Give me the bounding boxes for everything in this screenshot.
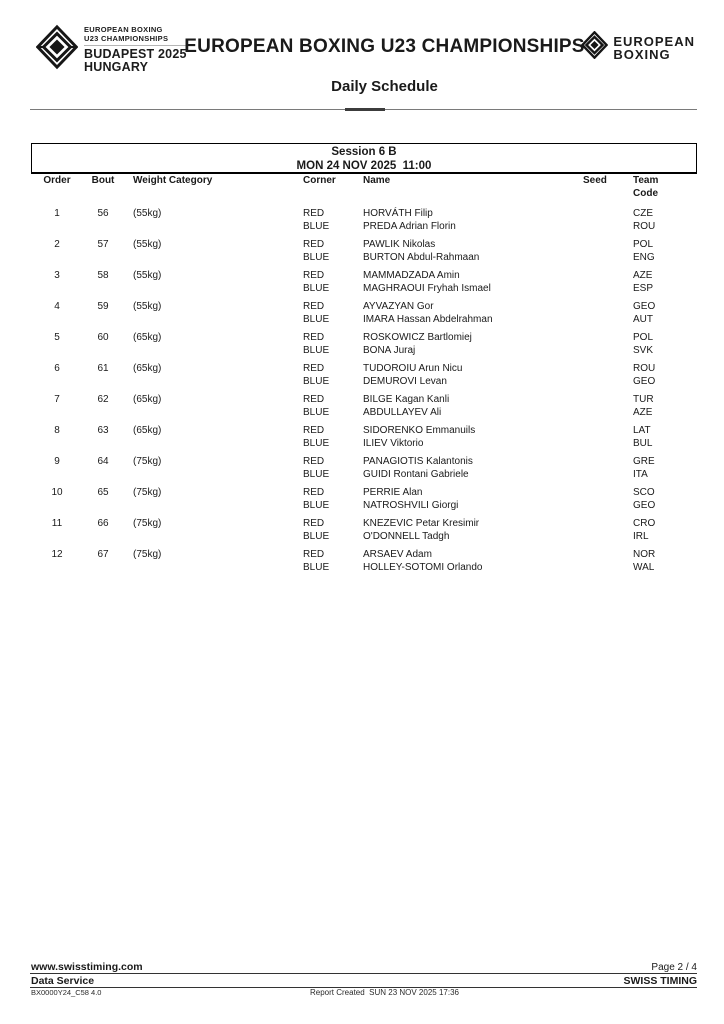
- bout-order: 12: [51, 549, 63, 560]
- corner-red-label: RED: [303, 208, 325, 219]
- bout-number: 56: [97, 208, 109, 219]
- federation-logo-line1: EUROPEAN: [613, 33, 695, 49]
- column-header-seed: Seed: [583, 175, 607, 186]
- bout-number: 58: [97, 270, 109, 281]
- corner-red-label: RED: [303, 363, 325, 374]
- schedule-table: [31, 174, 697, 574]
- column-header-team-line2: Code: [633, 188, 658, 199]
- corner-red-label: RED: [303, 518, 325, 529]
- table-row-blue: [31, 530, 697, 543]
- red-boxer-team-code: GRE: [633, 456, 655, 467]
- red-boxer-team-code: CZE: [633, 208, 653, 219]
- corner-red-label: RED: [303, 425, 325, 436]
- blue-boxer-seed: [583, 468, 633, 481]
- column-header-team: [633, 174, 697, 202]
- bout-order: 6: [54, 363, 60, 374]
- event-logo: [36, 24, 187, 75]
- column-header-order: Order: [43, 175, 71, 186]
- blue-boxer-team-code: BUL: [633, 438, 653, 449]
- blue-boxer-seed: [583, 406, 633, 419]
- table-row-blue: [31, 344, 697, 357]
- bout-order: 8: [54, 425, 60, 436]
- table-row-blue: [31, 437, 697, 450]
- table-row-red: [31, 326, 697, 344]
- table-row-blue: [31, 220, 697, 233]
- corner-blue-label: BLUE: [303, 562, 330, 573]
- corner-blue-label: BLUE: [303, 345, 330, 356]
- blue-boxer-name: O'DONNELL Tadgh: [363, 531, 450, 542]
- european-boxing-gem-icon: [581, 31, 608, 64]
- event-logo-line2: U23 CHAMPIONSHIPS: [84, 35, 187, 47]
- table-row-red: [31, 233, 697, 251]
- blue-boxer-name: IMARA Hassan Abdelrahman: [363, 314, 493, 325]
- blue-boxer-seed: [583, 530, 633, 543]
- blue-boxer-team-code: ROU: [633, 221, 656, 232]
- red-boxer-team-code: NOR: [633, 549, 656, 560]
- blue-boxer-seed: [583, 282, 633, 295]
- blue-boxer-name: MAGHRAOUI Fryhah Ismael: [363, 283, 491, 294]
- federation-logo: [581, 31, 695, 64]
- column-header-weight: Weight Category: [133, 175, 213, 186]
- page-subtitle: Daily Schedule: [331, 78, 438, 95]
- blue-boxer-seed: [583, 561, 633, 574]
- corner-blue-label: BLUE: [303, 283, 330, 294]
- corner-blue-label: BLUE: [303, 221, 330, 232]
- bout-order: 4: [54, 301, 60, 312]
- blue-boxer-name: GUIDI Rontani Gabriele: [363, 469, 469, 480]
- blue-boxer-team-code: WAL: [633, 562, 655, 573]
- red-boxer-seed: [583, 481, 633, 499]
- blue-boxer-seed: [583, 437, 633, 450]
- bout-weight-category: (75kg): [133, 549, 162, 560]
- red-boxer-name: PERRIE Alan: [363, 487, 423, 498]
- blue-boxer-name: DEMUROVI Levan: [363, 376, 447, 387]
- corner-blue-label: BLUE: [303, 438, 330, 449]
- bout-weight-category: (75kg): [133, 518, 162, 529]
- blue-boxer-name: BONA Juraj: [363, 345, 416, 356]
- red-boxer-seed: [583, 202, 633, 220]
- red-boxer-name: HORVÁTH Filip: [363, 208, 433, 219]
- bout-weight-category: (55kg): [133, 239, 162, 250]
- red-boxer-name: PANAGIOTIS Kalantonis: [363, 456, 473, 467]
- blue-boxer-name: NATROSHVILI Giorgi: [363, 500, 459, 511]
- table-row-red: [31, 419, 697, 437]
- blue-boxer-seed: [583, 220, 633, 233]
- table-row-blue: [31, 561, 697, 574]
- bout-weight-category: (65kg): [133, 332, 162, 343]
- bout-weight-category: (65kg): [133, 363, 162, 374]
- bout-number: 67: [97, 549, 109, 560]
- blue-boxer-seed: [583, 344, 633, 357]
- bout-weight-category: (55kg): [133, 270, 162, 281]
- page-title: EUROPEAN BOXING U23 CHAMPIONSHIPS: [184, 36, 585, 57]
- column-header-corner: Corner: [303, 175, 336, 186]
- blue-boxer-seed: [583, 313, 633, 326]
- table-row-blue: [31, 468, 697, 481]
- red-boxer-name: ARSAEV Adam: [363, 549, 432, 560]
- footer-website: www.swisstiming.com: [31, 961, 143, 973]
- blue-boxer-team-code: GEO: [633, 376, 656, 387]
- table-row-red: [31, 388, 697, 406]
- corner-blue-label: BLUE: [303, 407, 330, 418]
- red-boxer-seed: [583, 388, 633, 406]
- red-boxer-team-code: ROU: [633, 363, 656, 374]
- red-boxer-team-code: TUR: [633, 394, 654, 405]
- blue-boxer-name: ILIEV Viktorio: [363, 438, 424, 449]
- corner-red-label: RED: [303, 239, 325, 250]
- table-row-blue: [31, 282, 697, 295]
- table-row-red: [31, 481, 697, 499]
- blue-boxer-name: HOLLEY-SOTOMI Orlando: [363, 562, 483, 573]
- corner-red-label: RED: [303, 487, 325, 498]
- bout-number: 66: [97, 518, 109, 529]
- table-row-blue: [31, 313, 697, 326]
- bout-number: 61: [97, 363, 109, 374]
- table-row-blue: [31, 251, 697, 264]
- blue-boxer-seed: [583, 251, 633, 264]
- blue-boxer-team-code: AUT: [633, 314, 653, 325]
- bout-weight-category: (75kg): [133, 456, 162, 467]
- footer-report-code: BX0000Y24_C58 4.0: [31, 988, 102, 997]
- column-header-bout: Bout: [91, 175, 115, 186]
- blue-boxer-seed: [583, 375, 633, 388]
- table-row-red: [31, 357, 697, 375]
- bout-number: 64: [97, 456, 109, 467]
- footer-brand: SWISS TIMING: [623, 975, 697, 987]
- session-title: Session 6 B: [331, 146, 397, 158]
- red-boxer-team-code: LAT: [633, 425, 651, 436]
- budapest-2025-gem-icon: [36, 24, 78, 75]
- bout-order: 2: [54, 239, 60, 250]
- corner-red-label: RED: [303, 549, 325, 560]
- red-boxer-seed: [583, 512, 633, 530]
- blue-boxer-name: PREDA Adrian Florin: [363, 221, 456, 232]
- session-datetime: MON 24 NOV 2025 11:00: [296, 160, 432, 172]
- table-header-row: [31, 174, 697, 202]
- table-row-red: [31, 543, 697, 561]
- blue-boxer-team-code: ITA: [633, 469, 648, 480]
- event-logo-line1: EUROPEAN BOXING: [84, 25, 163, 34]
- footer-service-label: Data Service: [31, 975, 95, 987]
- blue-boxer-team-code: ESP: [633, 283, 654, 294]
- corner-blue-label: BLUE: [303, 376, 330, 387]
- corner-blue-label: BLUE: [303, 531, 330, 542]
- corner-red-label: RED: [303, 394, 325, 405]
- bout-order: 10: [51, 487, 63, 498]
- blue-boxer-team-code: SVK: [633, 345, 654, 356]
- header-divider-mark: [345, 108, 385, 111]
- bout-order: 3: [54, 270, 60, 281]
- blue-boxer-name: ABDULLAYEV Ali: [363, 407, 442, 418]
- corner-blue-label: BLUE: [303, 252, 330, 263]
- blue-boxer-team-code: AZE: [633, 407, 653, 418]
- table-row-red: [31, 295, 697, 313]
- bout-number: 63: [97, 425, 109, 436]
- footer-report-created: Report Created SUN 23 NOV 2025 17:36: [310, 988, 459, 997]
- bout-number: 60: [97, 332, 109, 343]
- red-boxer-team-code: GEO: [633, 301, 656, 312]
- red-boxer-team-code: AZE: [633, 270, 653, 281]
- red-boxer-seed: [583, 357, 633, 375]
- red-boxer-name: KNEZEVIC Petar Kresimir: [363, 518, 480, 529]
- bout-order: 5: [54, 332, 60, 343]
- table-row-red: [31, 450, 697, 468]
- federation-logo-text: [613, 35, 695, 61]
- blue-boxer-team-code: ENG: [633, 252, 655, 263]
- blue-boxer-seed: [583, 499, 633, 512]
- blue-boxer-team-code: GEO: [633, 500, 656, 511]
- corner-red-label: RED: [303, 270, 325, 281]
- red-boxer-name: BILGE Kagan Kanli: [363, 394, 450, 405]
- red-boxer-seed: [583, 264, 633, 282]
- red-boxer-name: PAWLIK Nikolas: [363, 239, 436, 250]
- bout-weight-category: (65kg): [133, 394, 162, 405]
- red-boxer-seed: [583, 450, 633, 468]
- column-header-name: Name: [363, 175, 391, 186]
- red-boxer-name: MAMMADZADA Amin: [363, 270, 460, 281]
- bout-order: 9: [54, 456, 60, 467]
- bout-weight-category: (55kg): [133, 301, 162, 312]
- footer-page-number: Page 2 / 4: [651, 962, 697, 973]
- corner-red-label: RED: [303, 301, 325, 312]
- red-boxer-seed: [583, 295, 633, 313]
- red-boxer-name: TUDOROIU Arun Nicu: [363, 363, 463, 374]
- bout-order: 7: [54, 394, 60, 405]
- column-header-team-line1: Team: [633, 175, 659, 186]
- red-boxer-seed: [583, 326, 633, 344]
- corner-blue-label: BLUE: [303, 469, 330, 480]
- red-boxer-team-code: SCO: [633, 487, 655, 498]
- bout-weight-category: (75kg): [133, 487, 162, 498]
- table-row-blue: [31, 499, 697, 512]
- table-row-red: [31, 264, 697, 282]
- table-row-red: [31, 512, 697, 530]
- bout-number: 65: [97, 487, 109, 498]
- red-boxer-team-code: POL: [633, 239, 654, 250]
- bout-order: 11: [51, 518, 63, 529]
- table-row-blue: [31, 375, 697, 388]
- bout-weight-category: (65kg): [133, 425, 162, 436]
- bout-order: 1: [54, 208, 60, 219]
- event-logo-line4: HUNGARY: [84, 60, 149, 74]
- event-logo-line3: BUDAPEST 2025: [84, 47, 187, 61]
- footer-divider-top: [30, 973, 697, 974]
- table-row-blue: [31, 406, 697, 419]
- bout-weight-category: (55kg): [133, 208, 162, 219]
- table-row-red: [31, 202, 697, 220]
- corner-blue-label: BLUE: [303, 500, 330, 511]
- session-header-box: [31, 143, 697, 174]
- corner-blue-label: BLUE: [303, 314, 330, 325]
- red-boxer-team-code: CRO: [633, 518, 656, 529]
- red-boxer-seed: [583, 419, 633, 437]
- bout-number: 59: [97, 301, 109, 312]
- red-boxer-name: SIDORENKO Emmanuils: [363, 425, 476, 436]
- blue-boxer-team-code: IRL: [633, 531, 649, 542]
- federation-logo-line2: BOXING: [613, 46, 671, 62]
- red-boxer-name: ROSKOWICZ Bartlomiej: [363, 332, 472, 343]
- red-boxer-seed: [583, 543, 633, 561]
- corner-red-label: RED: [303, 332, 325, 343]
- red-boxer-seed: [583, 233, 633, 251]
- corner-red-label: RED: [303, 456, 325, 467]
- blue-boxer-name: BURTON Abdul-Rahmaan: [363, 252, 480, 263]
- red-boxer-name: AYVAZYAN Gor: [363, 301, 434, 312]
- red-boxer-team-code: POL: [633, 332, 654, 343]
- bout-number: 62: [97, 394, 109, 405]
- bout-number: 57: [97, 239, 109, 250]
